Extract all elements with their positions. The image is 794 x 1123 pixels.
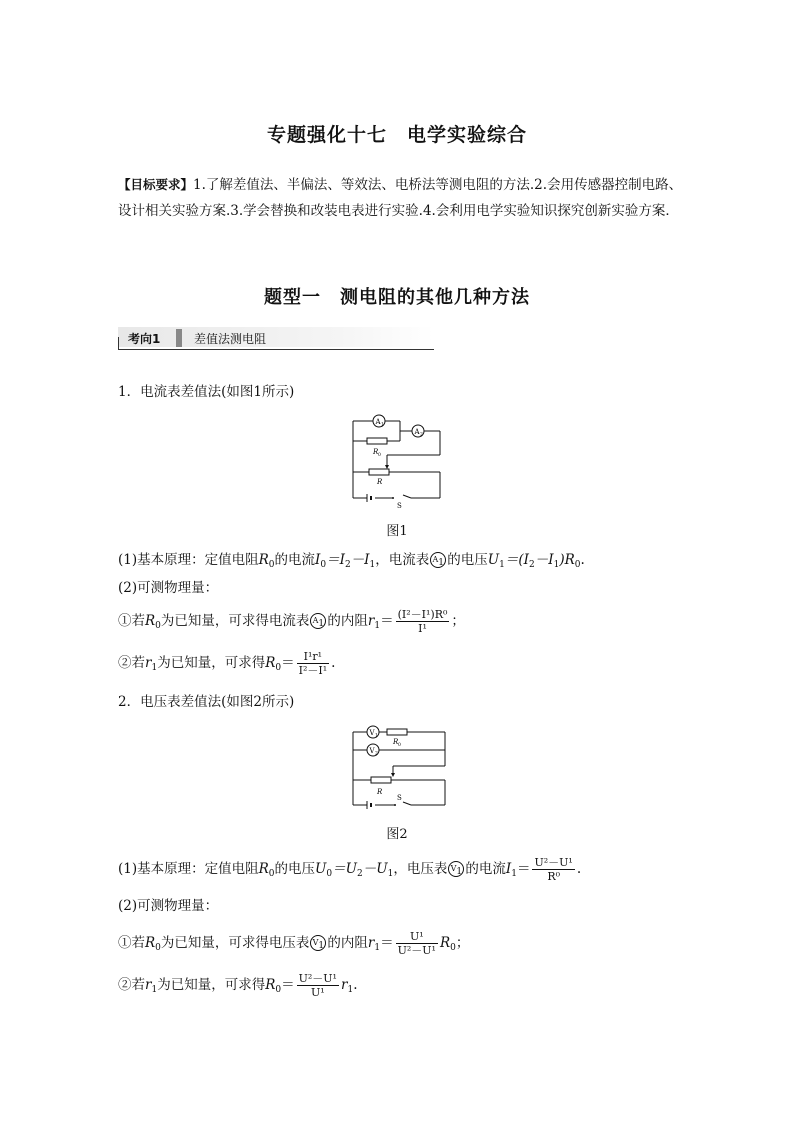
fraction: $\frac{\text{U²－U¹}}{\text{U¹}}$ [298, 972, 337, 999]
resistor-r0-icon [387, 729, 407, 735]
figure-2-circuit [345, 720, 450, 815]
v1-label: V [369, 729, 375, 737]
figure-1-caption: 图1 [386, 524, 408, 539]
a1-label: A [375, 418, 381, 426]
r0-sub-label: 0 [378, 453, 381, 458]
kaoxiang-tag: 考向1 [128, 332, 161, 346]
voltmeter-v1-symbol-icon: $V_1$ [448, 861, 464, 877]
part1-measurable: (2)可测物理量： [118, 580, 219, 596]
goal-text: 1.了解差值法、半偏法、等效法、电桥法等测电阻的方法.2.会用传感器控制电路、设计相关实验方案.3.学会替换和改装电表进行实验.4.会利用电学实验知识探究创新实验方案． [118, 177, 683, 219]
part1-heading: 1．电流表差值法(如图1所示) [118, 384, 295, 400]
part2-measurable: (2)可测物理量： [118, 898, 219, 914]
ammeter-a1-symbol-icon: $A_1$ [430, 552, 446, 568]
part1-principle: (1)基本原理：定值电阻$R_0$的电流$I_0=I_2-I_1$，电流表 $A_1$ 的电压$U_1=(I_2-I_1)R_0$. [118, 552, 585, 570]
fraction: $\frac{\text{U¹}}{\text{U²－U¹}}$ [397, 930, 436, 957]
r-label: R [377, 788, 383, 796]
part2-case2: ②若$r_1$为已知量，可求得$R_0=$ $\frac{\text{U²－U¹}}{\text{U¹}}$ $r_1$. [118, 972, 358, 999]
r-label: R [377, 478, 383, 486]
kaoxiang-bar [118, 327, 434, 351]
goal-paragraph [118, 172, 688, 224]
a2-sub-label: 2 [420, 432, 423, 438]
part2-principle: (1)基本原理：定值电阻$R_0$的电压$U_0=U_2-U_1$，电压表 $V_1$ 的电流$I_1=$ $\frac{\text{U²－U¹}}{\text{R⁰}}$ . [118, 856, 582, 883]
r0-label: R [393, 738, 399, 746]
fraction: $\frac{\text{U²－U¹}}{\text{R⁰}}$ [534, 856, 573, 883]
ammeter-a1-symbol-icon: $A_1$ [310, 613, 326, 629]
fraction: $\frac{\text{I¹r¹}}{\text{I²－I¹}}$ [298, 650, 328, 677]
part2-case1: ①若$R_0$为已知量，可求得电压表 $V_1$ 的内阻$r_1=$ $\frac{\text{U¹}}{\text{U²－U¹}}$ $R_0$； [118, 930, 470, 957]
resistor-r0-icon [367, 438, 387, 444]
rheostat-icon [369, 469, 389, 475]
voltmeter-v1-symbol-icon: $V_1$ [310, 935, 326, 951]
rheostat-icon [371, 777, 391, 783]
figure-2-caption: 图2 [386, 827, 408, 842]
v2-sub-label: 2 [375, 751, 378, 757]
kaoxiang-name: 差值法测电阻 [194, 332, 267, 346]
page-title: 专题强化十七 电学实验综合 [266, 124, 527, 146]
v1-sub-label: 1 [375, 733, 378, 739]
fraction: $\frac{\text{(I²－I¹)R⁰}}{\text{I¹}}$ [397, 608, 448, 635]
part1-case2: ②若$r_1$为已知量，可求得$R_0=$ $\frac{\text{I¹r¹}}{\text{I²－I¹}}$ . [118, 650, 336, 677]
a1-sub-label: 1 [381, 422, 384, 428]
figure-1-circuit [345, 408, 450, 508]
part2-heading: 2．电压表差值法(如图2所示) [118, 694, 295, 710]
switch-icon [392, 497, 394, 499]
switch-icon [394, 804, 396, 806]
goal-label: 【目标要求】 [118, 177, 194, 192]
battery-icon [367, 494, 371, 502]
r0-label: R [373, 448, 379, 456]
a2-label: A [414, 428, 420, 436]
part1-case1: ①若$R_0$为已知量，可求得电流表 $A_1$ 的内阻$r_1=$ $\frac{\text{(I²－I¹)R⁰}}{\text{I¹}}$ ； [118, 608, 465, 635]
r0-sub-label: 0 [398, 743, 401, 748]
battery-icon [367, 801, 371, 809]
v2-label: V [369, 747, 375, 755]
section-title: 题型一 测电阻的其他几种方法 [264, 287, 530, 308]
s-label: S [397, 794, 402, 802]
s-label: S [397, 502, 402, 508]
